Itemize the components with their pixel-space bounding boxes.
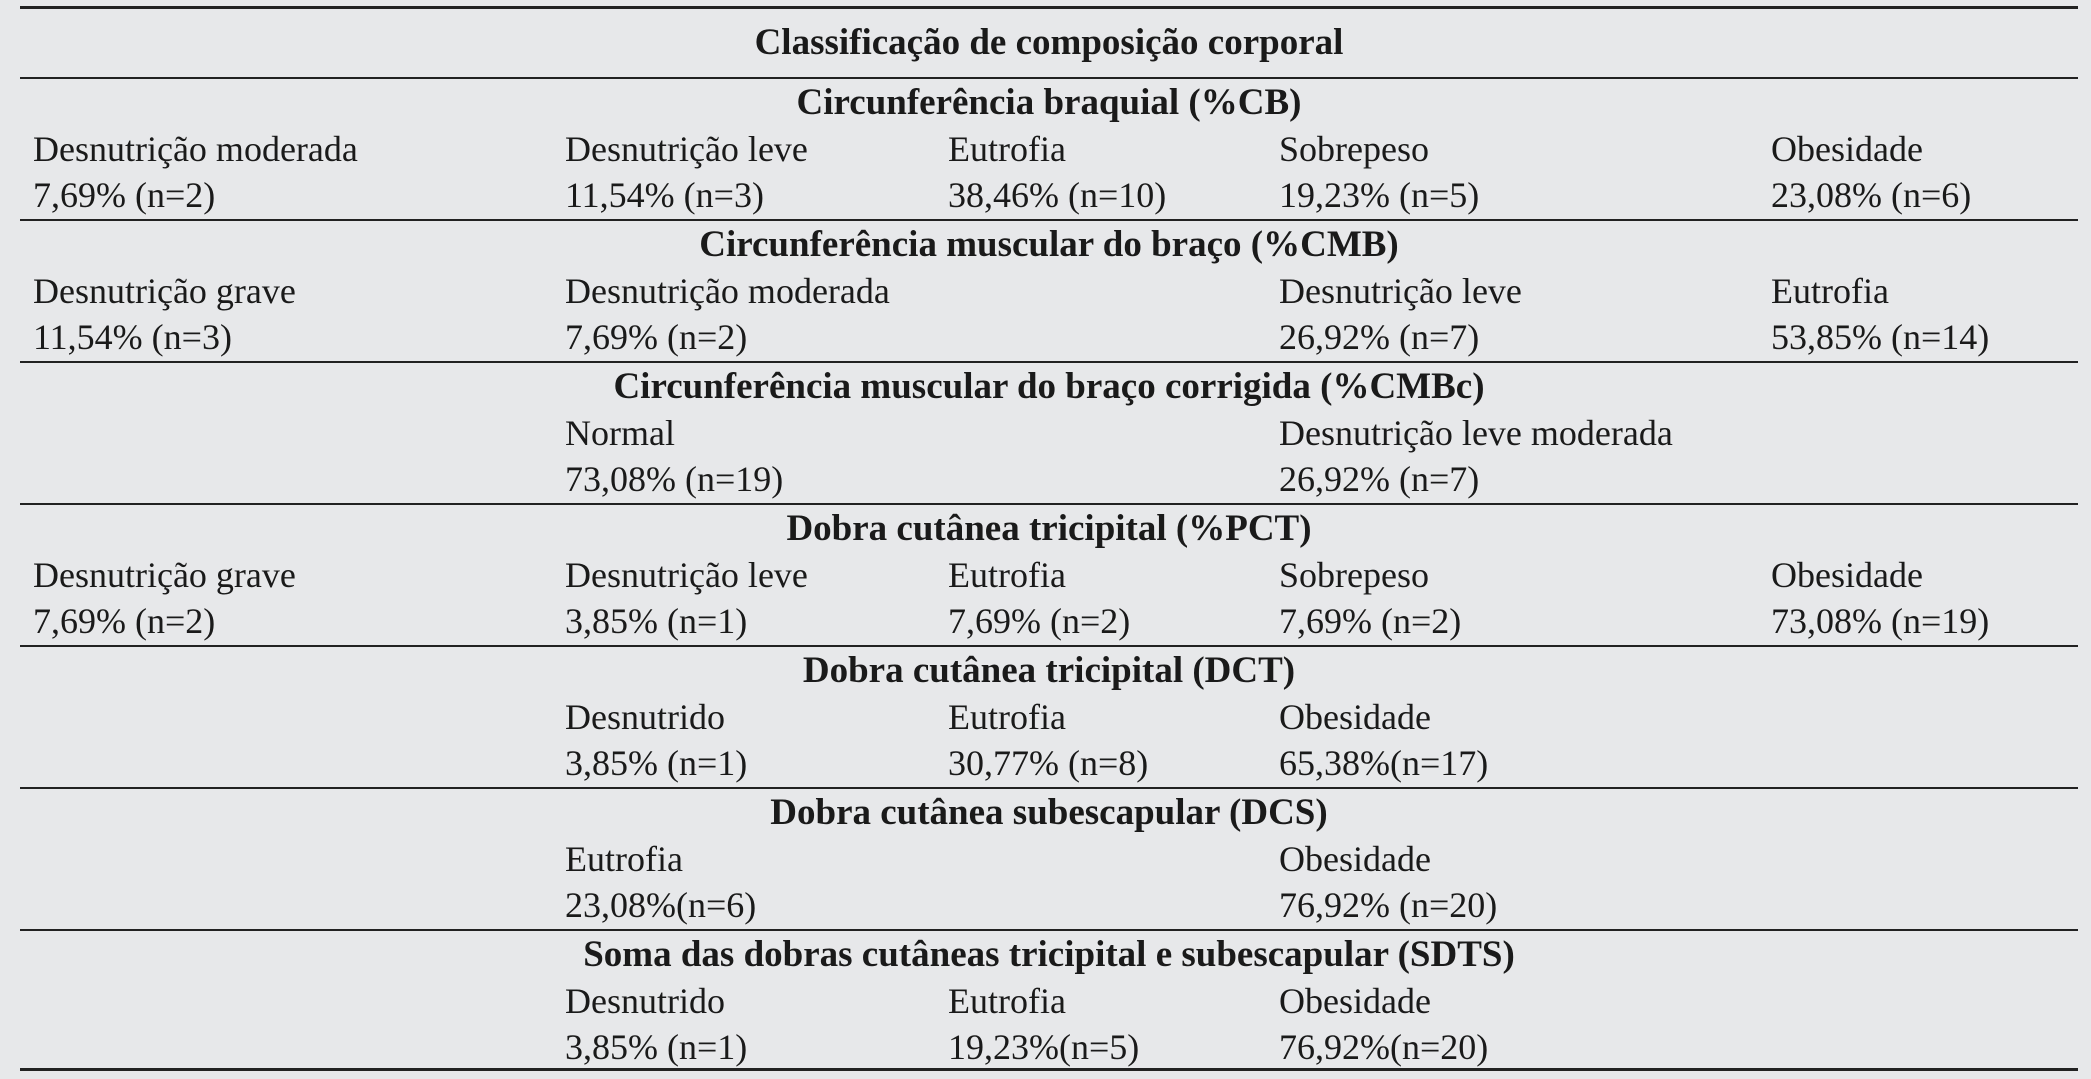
bottom-rule <box>20 1068 2078 1071</box>
category-label: Desnutrição grave <box>33 271 296 311</box>
category-label: Eutrofia <box>948 697 1066 737</box>
section-rule <box>20 361 2078 363</box>
category-value: 7,69% (n=2) <box>33 175 216 215</box>
category-value: 23,08% (n=6) <box>1771 175 1972 215</box>
category-label: Desnutrição leve moderada <box>1279 413 1673 453</box>
category-value: 23,08%(n=6) <box>565 885 757 925</box>
category-label: Obesidade <box>1279 839 1431 879</box>
category-label: Desnutrido <box>565 981 725 1021</box>
category-value: 3,85% (n=1) <box>565 1027 748 1067</box>
section-rule <box>20 77 2078 79</box>
category-label: Normal <box>565 413 675 453</box>
category-label: Eutrofia <box>565 839 683 879</box>
category-value: 26,92% (n=7) <box>1279 317 1480 357</box>
category-label: Eutrofia <box>948 555 1066 595</box>
section-title-sdts: Soma das dobras cutâneas tricipital e subescapular (SDTS) <box>583 934 1515 975</box>
category-label: Obesidade <box>1771 129 1923 169</box>
category-label: Desnutrição leve <box>565 129 808 169</box>
category-value: 7,69% (n=2) <box>33 601 216 641</box>
category-value: 26,92% (n=7) <box>1279 459 1480 499</box>
category-value: 76,92%(n=20) <box>1279 1027 1489 1067</box>
category-label: Eutrofia <box>948 981 1066 1021</box>
category-value: 7,69% (n=2) <box>1279 601 1462 641</box>
category-label: Obesidade <box>1279 981 1431 1021</box>
top-rule <box>20 6 2078 9</box>
section-title-dcs: Dobra cutânea subescapular (DCS) <box>770 792 1328 833</box>
category-value: 76,92% (n=20) <box>1279 885 1498 925</box>
category-label: Desnutrido <box>565 697 725 737</box>
category-label: Obesidade <box>1279 697 1431 737</box>
category-value: 38,46% (n=10) <box>948 175 1167 215</box>
category-value: 73,08% (n=19) <box>565 459 784 499</box>
category-label: Eutrofia <box>948 129 1066 169</box>
section-rule <box>20 787 2078 789</box>
category-value: 3,85% (n=1) <box>565 601 748 641</box>
category-value: 11,54% (n=3) <box>33 317 232 357</box>
category-value: 19,23% (n=5) <box>1279 175 1480 215</box>
category-label: Desnutrição grave <box>33 555 296 595</box>
category-label: Sobrepeso <box>1279 555 1429 595</box>
section-title-cb: Circunferência braquial (%CB) <box>796 82 1302 123</box>
category-label: Eutrofia <box>1771 271 1889 311</box>
section-title-dct: Dobra cutânea tricipital (DCT) <box>802 650 1296 691</box>
section-rule <box>20 645 2078 647</box>
table-title: Classificação de composição corporal <box>754 22 1344 63</box>
section-title-cmbc: Circunferência muscular do braço corrigida (%CMBc) <box>613 366 1485 407</box>
category-label: Desnutrição moderada <box>33 129 358 169</box>
category-value: 3,85% (n=1) <box>565 743 748 783</box>
category-value: 30,77% (n=8) <box>948 743 1149 783</box>
category-value: 7,69% (n=2) <box>948 601 1131 641</box>
category-label: Obesidade <box>1771 555 1923 595</box>
category-value: 65,38%(n=17) <box>1279 743 1489 783</box>
section-rule <box>20 503 2078 505</box>
section-title-pct: Dobra cutânea tricipital (%PCT) <box>786 508 1312 549</box>
category-value: 19,23%(n=5) <box>948 1027 1140 1067</box>
section-rule <box>20 219 2078 221</box>
category-value: 53,85% (n=14) <box>1771 317 1990 357</box>
section-title-cmb: Circunferência muscular do braço (%CMB) <box>699 224 1399 265</box>
category-label: Desnutrição leve <box>565 555 808 595</box>
section-rule <box>20 929 2078 931</box>
category-label: Desnutrição leve <box>1279 271 1522 311</box>
category-label: Desnutrição moderada <box>565 271 890 311</box>
category-value: 73,08% (n=19) <box>1771 601 1990 641</box>
category-value: 7,69% (n=2) <box>565 317 748 357</box>
category-value: 11,54% (n=3) <box>565 175 764 215</box>
category-label: Sobrepeso <box>1279 129 1429 169</box>
